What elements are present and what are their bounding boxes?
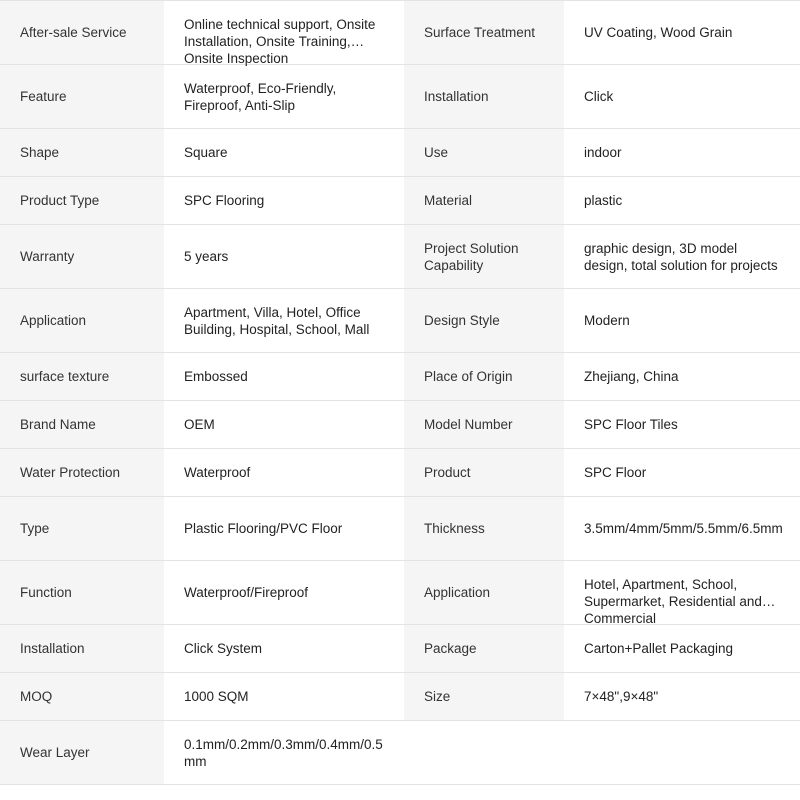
- spec-value: OEM: [164, 401, 404, 449]
- table-row: [0, 673, 800, 721]
- spec-label: Application: [0, 289, 164, 353]
- spec-value: Waterproof/Fireproof: [164, 561, 404, 625]
- spec-label: Installation: [0, 625, 164, 673]
- spec-label: Type: [0, 497, 164, 561]
- spec-value: Carton+Pallet Packaging: [564, 625, 800, 673]
- spec-value: Click: [564, 65, 800, 129]
- spec-label: Project Solution Capability: [404, 225, 564, 289]
- spec-value: 1000 SQM: [164, 673, 404, 721]
- spec-label: Application: [404, 561, 564, 625]
- table-row: [0, 625, 800, 673]
- table-row: [0, 177, 800, 225]
- spec-value: 3.5mm/4mm/5mm/5.5mm/6.5mm: [564, 497, 800, 561]
- spec-label: Function: [0, 561, 164, 625]
- spec-value: Embossed: [164, 353, 404, 401]
- spec-value: 0.1mm/0.2mm/0.3mm/0.4mm/0.5mm: [164, 721, 404, 785]
- table-row: [0, 449, 800, 497]
- spec-label: Package: [404, 625, 564, 673]
- table-row: [0, 497, 800, 561]
- spec-label: Installation: [404, 65, 564, 129]
- spec-value: [564, 721, 800, 785]
- spec-label: Thickness: [404, 497, 564, 561]
- spec-value: 5 years: [164, 225, 404, 289]
- spec-value: 7×48",9×48": [564, 673, 800, 721]
- spec-value: Square: [164, 129, 404, 177]
- spec-value: SPC Flooring: [164, 177, 404, 225]
- spec-label: MOQ: [0, 673, 164, 721]
- spec-value: graphic design, 3D model design, total solution for projects: [564, 225, 800, 289]
- spec-value: plastic: [564, 177, 800, 225]
- table-row: [0, 1, 800, 65]
- spec-value: Plastic Flooring/PVC Floor: [164, 497, 404, 561]
- spec-label: Surface Treatment: [404, 1, 564, 65]
- spec-value: Waterproof, Eco-Friendly, Fireproof, Anti-Slip: [164, 65, 404, 129]
- spec-label: Shape: [0, 129, 164, 177]
- spec-value: UV Coating, Wood Grain: [564, 1, 800, 65]
- spec-value: SPC Floor: [564, 449, 800, 497]
- spec-label: Model Number: [404, 401, 564, 449]
- table-row: [0, 129, 800, 177]
- spec-label: Design Style: [404, 289, 564, 353]
- spec-label: surface texture: [0, 353, 164, 401]
- table-row: [0, 401, 800, 449]
- spec-label: Use: [404, 129, 564, 177]
- spec-value: SPC Floor Tiles: [564, 401, 800, 449]
- spec-value: indoor: [564, 129, 800, 177]
- table-row: [0, 353, 800, 401]
- spec-label: Material: [404, 177, 564, 225]
- spec-label: [404, 721, 564, 785]
- spec-label: Brand Name: [0, 401, 164, 449]
- spec-label: Product Type: [0, 177, 164, 225]
- spec-value: Apartment, Villa, Hotel, Office Building, Hospital, School, Mall: [164, 289, 404, 353]
- spec-value: Click System: [164, 625, 404, 673]
- spec-value: Waterproof: [164, 449, 404, 497]
- spec-label: Size: [404, 673, 564, 721]
- spec-label: Place of Origin: [404, 353, 564, 401]
- spec-label: Product: [404, 449, 564, 497]
- table-row: [0, 225, 800, 289]
- spec-value: Modern: [564, 289, 800, 353]
- spec-label: After-sale Service: [0, 1, 164, 65]
- table-row: [0, 721, 800, 785]
- spec-label: Wear Layer: [0, 721, 164, 785]
- spec-label: Water Protection: [0, 449, 164, 497]
- spec-label: Warranty: [0, 225, 164, 289]
- table-row: [0, 65, 800, 129]
- spec-value: Online technical support, Onsite Installation, Onsite Training, Onsite Inspection: [164, 1, 404, 65]
- spec-value: Hotel, Apartment, School, Supermarket, Residential and Commercial: [564, 561, 800, 625]
- table-row: [0, 561, 800, 625]
- spec-label: Feature: [0, 65, 164, 129]
- table-row: [0, 289, 800, 353]
- spec-value: Zhejiang, China: [564, 353, 800, 401]
